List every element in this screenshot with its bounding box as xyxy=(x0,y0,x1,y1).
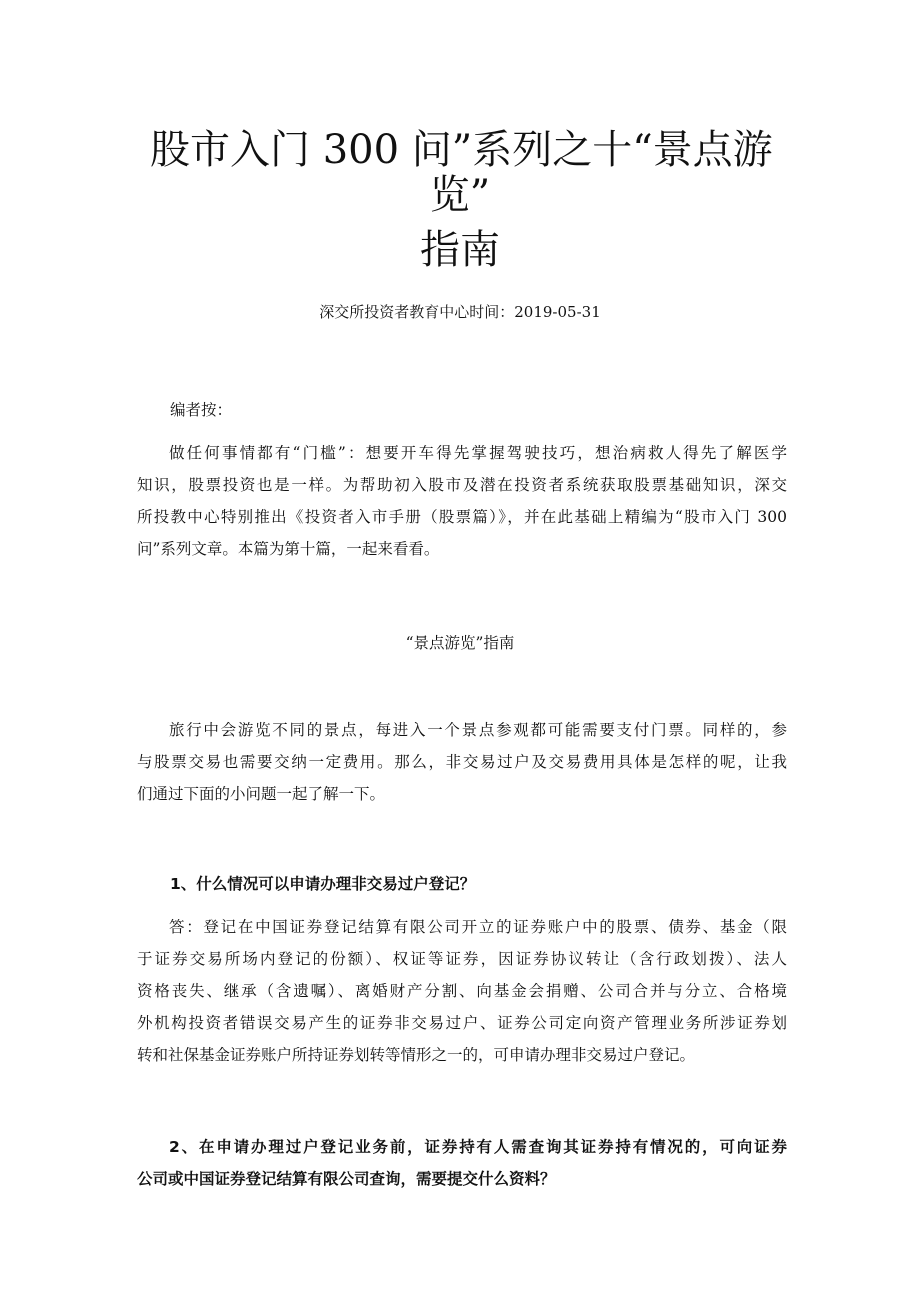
doc-title-line-3: 指南 xyxy=(420,227,500,273)
doc-title-line-1: 股市入门 300 问”系列之十“景点游 xyxy=(150,127,773,173)
answer-line: 答：登记在中国证券登记结算有限公司开立的证券账户中的股票、债券、基金（限 xyxy=(169,918,787,936)
intro-paragraph xyxy=(137,437,787,565)
answer-line: 于证券交易所场内登记的份额）、权证等证券，因证券协议转让（含行政划拨）、法人 xyxy=(137,950,787,968)
question-line: 公司或中国证券登记结算有限公司查询，需要提交什么资料？ xyxy=(137,1170,556,1188)
question-2 xyxy=(137,1131,787,1195)
intro-line: 所投教中心特别推出《投资者入市手册（股票篇）》，并在此基础上精编为“股市入门 300 xyxy=(137,508,787,526)
answer-1-paragraph xyxy=(137,911,787,1071)
answer-line: 资格丧失、继承（含遗嘱）、离婚财产分割、向基金会捐赠、公司合并与分立、合格境 xyxy=(137,982,787,1000)
editor-note-label: 编者按： xyxy=(170,401,233,419)
section-title: “景点游览”指南 xyxy=(405,634,515,652)
travel-paragraph xyxy=(137,714,787,810)
intro-line: 知识，股票投资也是一样。为帮助初入股市及潜在投资者系统获取股票基础知识，深交 xyxy=(137,476,787,494)
intro-line: 问”系列文章。本篇为第十篇，一起来看看。 xyxy=(137,540,440,558)
intro-line: 做任何事情都有“门槛”：想要开车得先掌握驾驶技巧，想治病救人得先了解医学 xyxy=(169,444,787,462)
travel-line: 们通过下面的小问题一起了解一下。 xyxy=(137,785,386,803)
answer-line: 转和社保基金证券账户所持证券划转等情形之一的，可申请办理非交易过户登记。 xyxy=(137,1046,696,1064)
doc-title-line-2: 览” xyxy=(429,172,491,218)
question-1: 1、什么情况可以申请办理非交易过户登记？ xyxy=(170,875,476,893)
travel-line: 与股票交易也需要交纳一定费用。那么，非交易过户及交易费用具体是怎样的呢，让我 xyxy=(137,753,787,771)
doc-meta-source-date: 深交所投资者教育中心时间：2019-05-31 xyxy=(319,303,601,321)
question-line: 2、在申请办理过户登记业务前，证券持有人需查询其证券持有情况的，可向证券 xyxy=(169,1138,787,1156)
answer-line: 外机构投资者错误交易产生的证券非交易过户、证券公司定向资产管理业务所涉证券划 xyxy=(137,1014,787,1032)
travel-line: 旅行中会游览不同的景点，每进入一个景点参观都可能需要支付门票。同样的，参 xyxy=(169,721,787,739)
